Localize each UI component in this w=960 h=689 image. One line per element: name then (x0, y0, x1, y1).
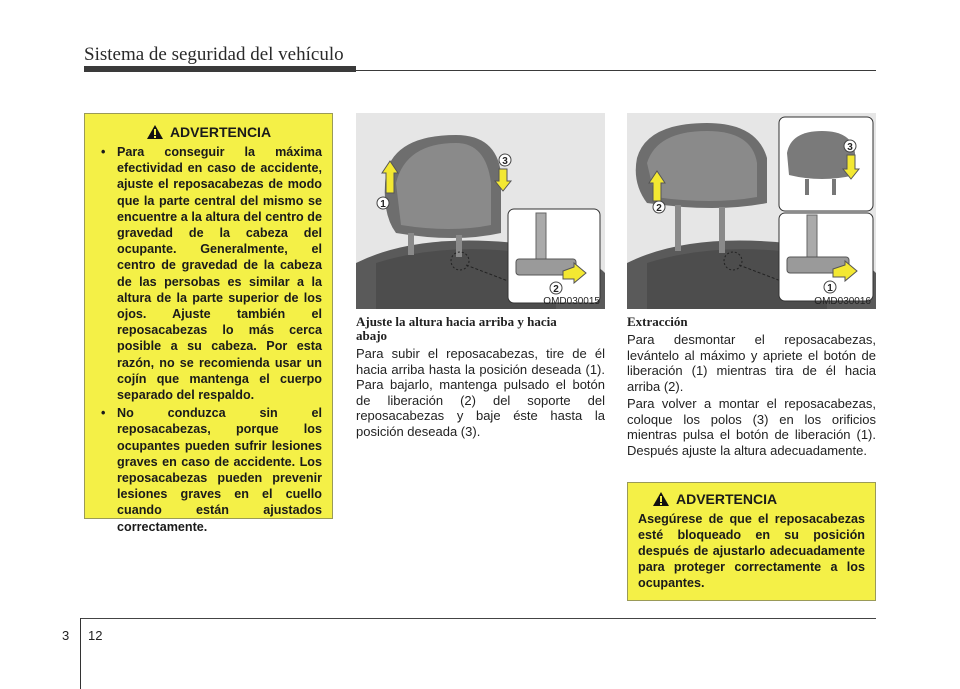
headrest-adjust-figure (356, 113, 605, 309)
figure2-code: OMD030016 (814, 296, 871, 307)
header-thin-rule (356, 70, 876, 71)
footer-divider (80, 618, 81, 689)
page-header-title: Sistema de seguridad del vehículo (84, 44, 344, 65)
figure1-label-1: 1 (380, 199, 386, 210)
figure1-label-3: 3 (502, 156, 508, 167)
warning-list (95, 144, 322, 535)
warning-small-title-row (638, 491, 865, 507)
warning-box-small (627, 482, 876, 601)
warning-small-title: ADVERTENCIA (676, 491, 778, 507)
warning-item: • No conduzca sin el reposacabezas, porque los ocupantes pueden sufrir lesiones graves en caso de accidente. Los reposacabezas pueden prevenir lesiones graves en el cuello cuando están ajustados correctamente. (95, 405, 322, 535)
figure2-label-2: 2 (656, 203, 662, 214)
footer-page-number: 12 (88, 628, 103, 643)
removal-body-2: Para volver a montar el reposacabezas, coloque los polos (3) en los orificios mientras pulsa el botón de liberación (1). Después ajuste la altura adecuadamente. (627, 396, 876, 458)
figure1-label-2: 2 (553, 284, 559, 295)
adjust-body: Para subir el reposacabezas, tire de él hacia arriba hasta la posición deseada (1). Para bajarlo, mantenga pulsado el botón de liberación (2) del soporte del reposacabezas y baje éste hasta la posición deseada (3). (356, 346, 605, 439)
warning-triangle-icon (652, 491, 670, 507)
headrest-removal-figure (627, 113, 876, 309)
adjust-heading: Ajuste la altura hacia arriba y hacia abajo (356, 314, 557, 343)
warning-title: ADVERTENCIA (169, 124, 272, 140)
warning-item: • Para conseguir la máxima efectividad en caso de accidente, ajuste el reposacabezas de modo que la parte central del mismo se encuentre a la altura del centro de gravedad de la cabeza del ocupante. Generalmente, el centro de gravedad de la cabeza de las persobas es similar a la altura de la parte superior de los ojos. Ajuste también el reposacabezas lo más cerca posible a su cabeza. Por esta razón, no se recomienda usar un cojín que mantenga el cuerpo separado del respaldo. (95, 144, 322, 403)
warning-title-row (95, 124, 322, 140)
warning-small-body: Asegúrese de que el reposacabezas esté bloqueado en su posición después de ajustarlo adecuadamente para proteger correctamente a los ocupantes. (638, 512, 865, 590)
warning-box-main (84, 113, 333, 534)
headrest-adjust-illustration (356, 113, 605, 309)
footer-section-number: 3 (62, 628, 70, 643)
removal-body-1: Para desmontar el reposacabezas, levántelo al máximo y apriete el botón de liberación (1) mientras tira de él hacia arriba (2). (627, 332, 876, 394)
figure2-label-3: 3 (847, 142, 853, 153)
warning-triangle-icon (146, 124, 164, 140)
removal-heading: Extracción (627, 314, 688, 329)
header-thick-rule (84, 66, 356, 72)
figure2-label-1: 1 (827, 283, 833, 294)
figure1-code: OMD030015 (543, 296, 600, 307)
footer-rule (80, 618, 876, 619)
headrest-removal-illustration (627, 113, 876, 309)
